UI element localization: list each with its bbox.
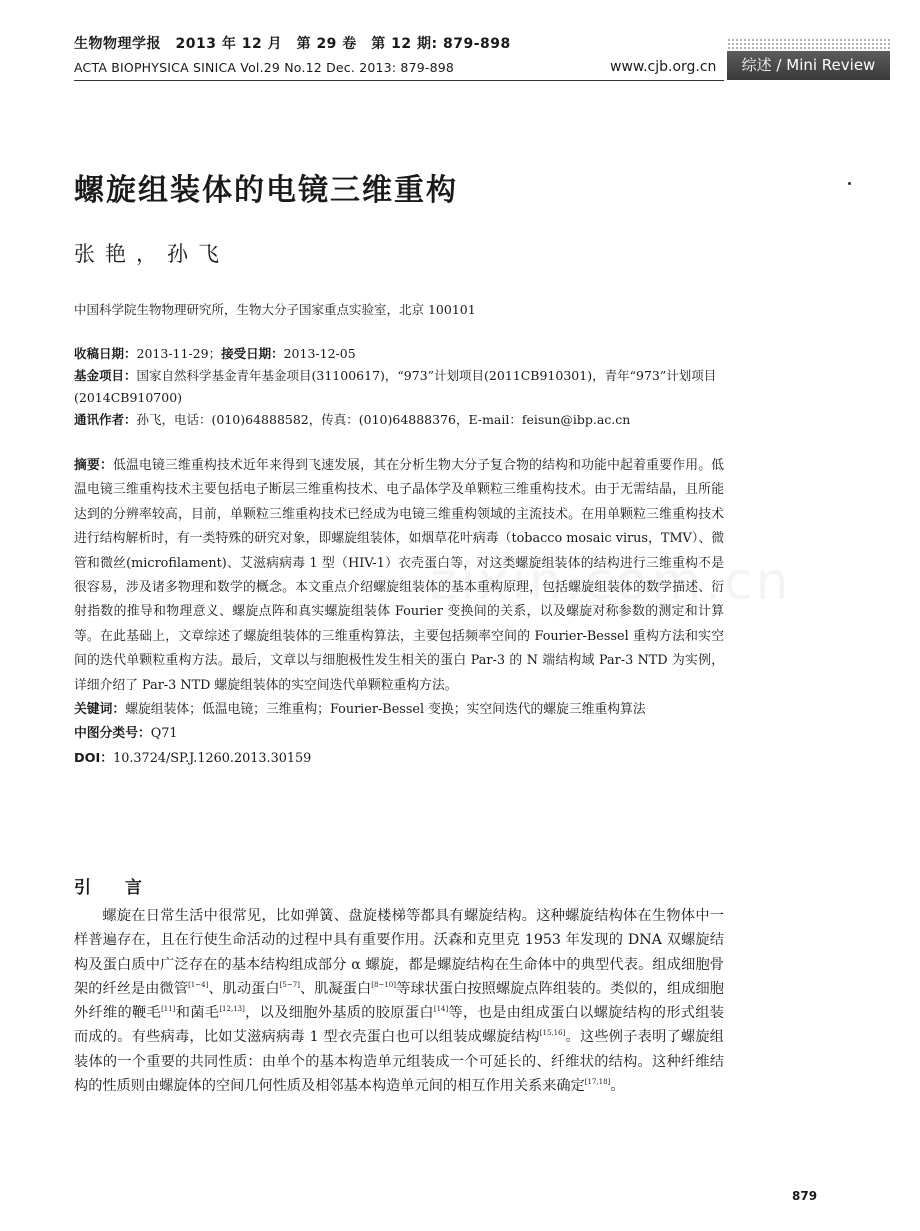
journal-website[interactable]: www.cjb.org.cn (610, 59, 717, 75)
section-heading-intro: 引言 (74, 878, 176, 898)
intro-text-2: 、肌动蛋白 (208, 980, 280, 997)
abstract-label: 摘要： (74, 458, 114, 473)
funding-label: 基金项目： (74, 368, 137, 383)
abstract-block (74, 454, 724, 771)
accepted-label: 接受日期： (221, 346, 284, 361)
citation-ref[interactable]: [17,18] (584, 1078, 611, 1087)
header-rule (74, 80, 724, 81)
page-number: 879 (792, 1189, 818, 1203)
intro-text-9: 。 (610, 1078, 625, 1095)
intro-text-3: 、肌凝蛋白 (299, 980, 372, 997)
intro-text-6: ，以及细胞外基质的胶原蛋白 (244, 1005, 434, 1022)
abstract-text: 低温电镜三维重构技术近年来得到飞速发展，其在分析生物大分子复合物的结构和功能中起着重要作用。低温电镜三维重构技术主要包括电子断层三维重构技术、电子晶体学及单颗粒三维重构技术。由于无需结晶，且所能达到的分辨率较高，目前，单颗粒三维重构技术已经成为电镜三维重构领域的主流技术。在用单颗粒三维重构技术进行结构解析时，有一类特殊的研究对象，即螺旋组装体，如烟草花叶病毒（tobacco mosaic virus，TMV）、微管和微丝(microfilament)、艾滋病病毒 1 型（HIV-1）衣壳蛋白等，对这类螺旋组装体的结构进行三维重构不是很容易，涉及诸多物理和数学的概念。本文重点介绍螺旋组装体的基本重构原理，包括螺旋组装体的数学描述、衍射指数的推导和物理意义、螺旋点阵和真实螺旋组装体 Fourier 变换间的关系，以及螺旋对称参数的测定和计算等。在此基础上，文章综述了螺旋组装体的三维重构算法，主要包括频率空间的 Fourier-Bessel 重构方法和实空间的迭代单颗粒重构方法。最后，文章以与细胞极性发生相关的蛋白 Par-3 的 N 端结构域 Par-3 NTD 为实例，详细介绍了 Par-3 NTD 螺旋组装体的实空间迭代单颗粒重构方法。 (74, 458, 725, 693)
received-date: 2013-11-29； (136, 346, 222, 361)
intro-text-7: 等，也是由组成蛋白以螺旋结构的形式组装而成的。有些病毒，比如艾滋病病毒 1 型衣壳蛋白也可以组装成螺旋结构 (74, 1005, 724, 1046)
keywords-label: 关键词： (74, 702, 126, 718)
margin-dot (848, 182, 851, 185)
author-affiliation: 中国科学院生物物理研究所，生物大分子国家重点实验室，北京 100101 (74, 302, 476, 317)
clc-value: Q71 (150, 726, 178, 742)
review-type-tag: 综述 / Mini Review (727, 51, 890, 80)
citation-ref[interactable]: [11] (161, 1005, 176, 1014)
doi-value[interactable]: 10.3724/SP.J.1260.2013.30159 (113, 750, 312, 766)
clc-label: 中图分类号： (74, 726, 151, 742)
intro-text-1: 螺旋在日常生活中很常见，比如弹簧、盘旋楼梯等都具有螺旋结构。这种螺旋结构体在生物体中一样普遍存在，且在行使生命活动的过程中具有重要作用。沃森和克里克 1953 年发现的 DNA 双螺旋结构及蛋白质中广泛存在的基本结构组成部分 α 螺旋，都是螺旋结构在生命体中的典型代表。组成细胞骨架的纤丝是由微管 (74, 908, 724, 997)
intro-paragraph (74, 904, 724, 1098)
citation-ref[interactable]: [15,16] (539, 1029, 566, 1038)
journal-title-en: ACTA BIOPHYSICA SINICA Vol.29 No.12 Dec. 2013: 879-898 (74, 60, 455, 75)
article-title: 螺旋组装体的电镜三维重构 (74, 173, 458, 208)
citation-ref[interactable]: [8~10] (371, 980, 396, 989)
citation-ref[interactable]: [5~7] (279, 980, 300, 989)
corresponding-author-line (74, 409, 724, 431)
doi-label: DOI： (74, 750, 114, 766)
accepted-date: 2013-12-05 (283, 346, 356, 361)
intro-text-5: 和菌毛 (175, 1005, 220, 1022)
intro-text-4: 等球状蛋白按照螺旋点阵组装的。类似的，组成细胞外纤维的鞭毛 (74, 980, 724, 1022)
dates-line (74, 343, 724, 365)
doi-line (74, 747, 724, 771)
abstract-paragraph (74, 454, 724, 698)
clc-line (74, 722, 724, 746)
funding-line (74, 365, 724, 409)
corresponding-text: 孙飞，电话：(010)64888582，传真：(010)64888376，E-mail：feisun@ibp.ac.cn (136, 412, 631, 427)
keywords-text: 螺旋组装体；低温电镜；三维重构；Fourier-Bessel 变换；实空间迭代的螺旋三维重构算法 (125, 702, 646, 718)
corresponding-label: 通讯作者： (74, 412, 137, 427)
journal-title-cn: 生物物理学报 2013 年 12 月 第 29 卷 第 12 期: 879-898 (74, 36, 511, 52)
citation-ref[interactable]: [12,13] (219, 1005, 245, 1014)
intro-text-8: 。这些例子表明了螺旋组装体的一个重要的共同性质：由单个的基本构造单元组装成一个可延长的、纤维状的结构。这种纤维结构的性质则由螺旋体的空间几何性质及相邻基本构造单元间的相互作用关系来确定 (74, 1029, 724, 1095)
keywords-line (74, 698, 724, 722)
citation-ref[interactable]: [1~4] (188, 980, 209, 989)
author-list: 张艳，孙飞 (74, 242, 229, 266)
received-label: 收稿日期： (74, 346, 137, 361)
citation-ref[interactable]: [14] (433, 1005, 449, 1014)
funding-text: 国家自然科学基金青年基金项目(31100617)，“973”计划项目(2011CB910301)，青年“973”计划项目(2014CB910700) (74, 368, 717, 405)
review-tag-pattern (727, 38, 890, 50)
